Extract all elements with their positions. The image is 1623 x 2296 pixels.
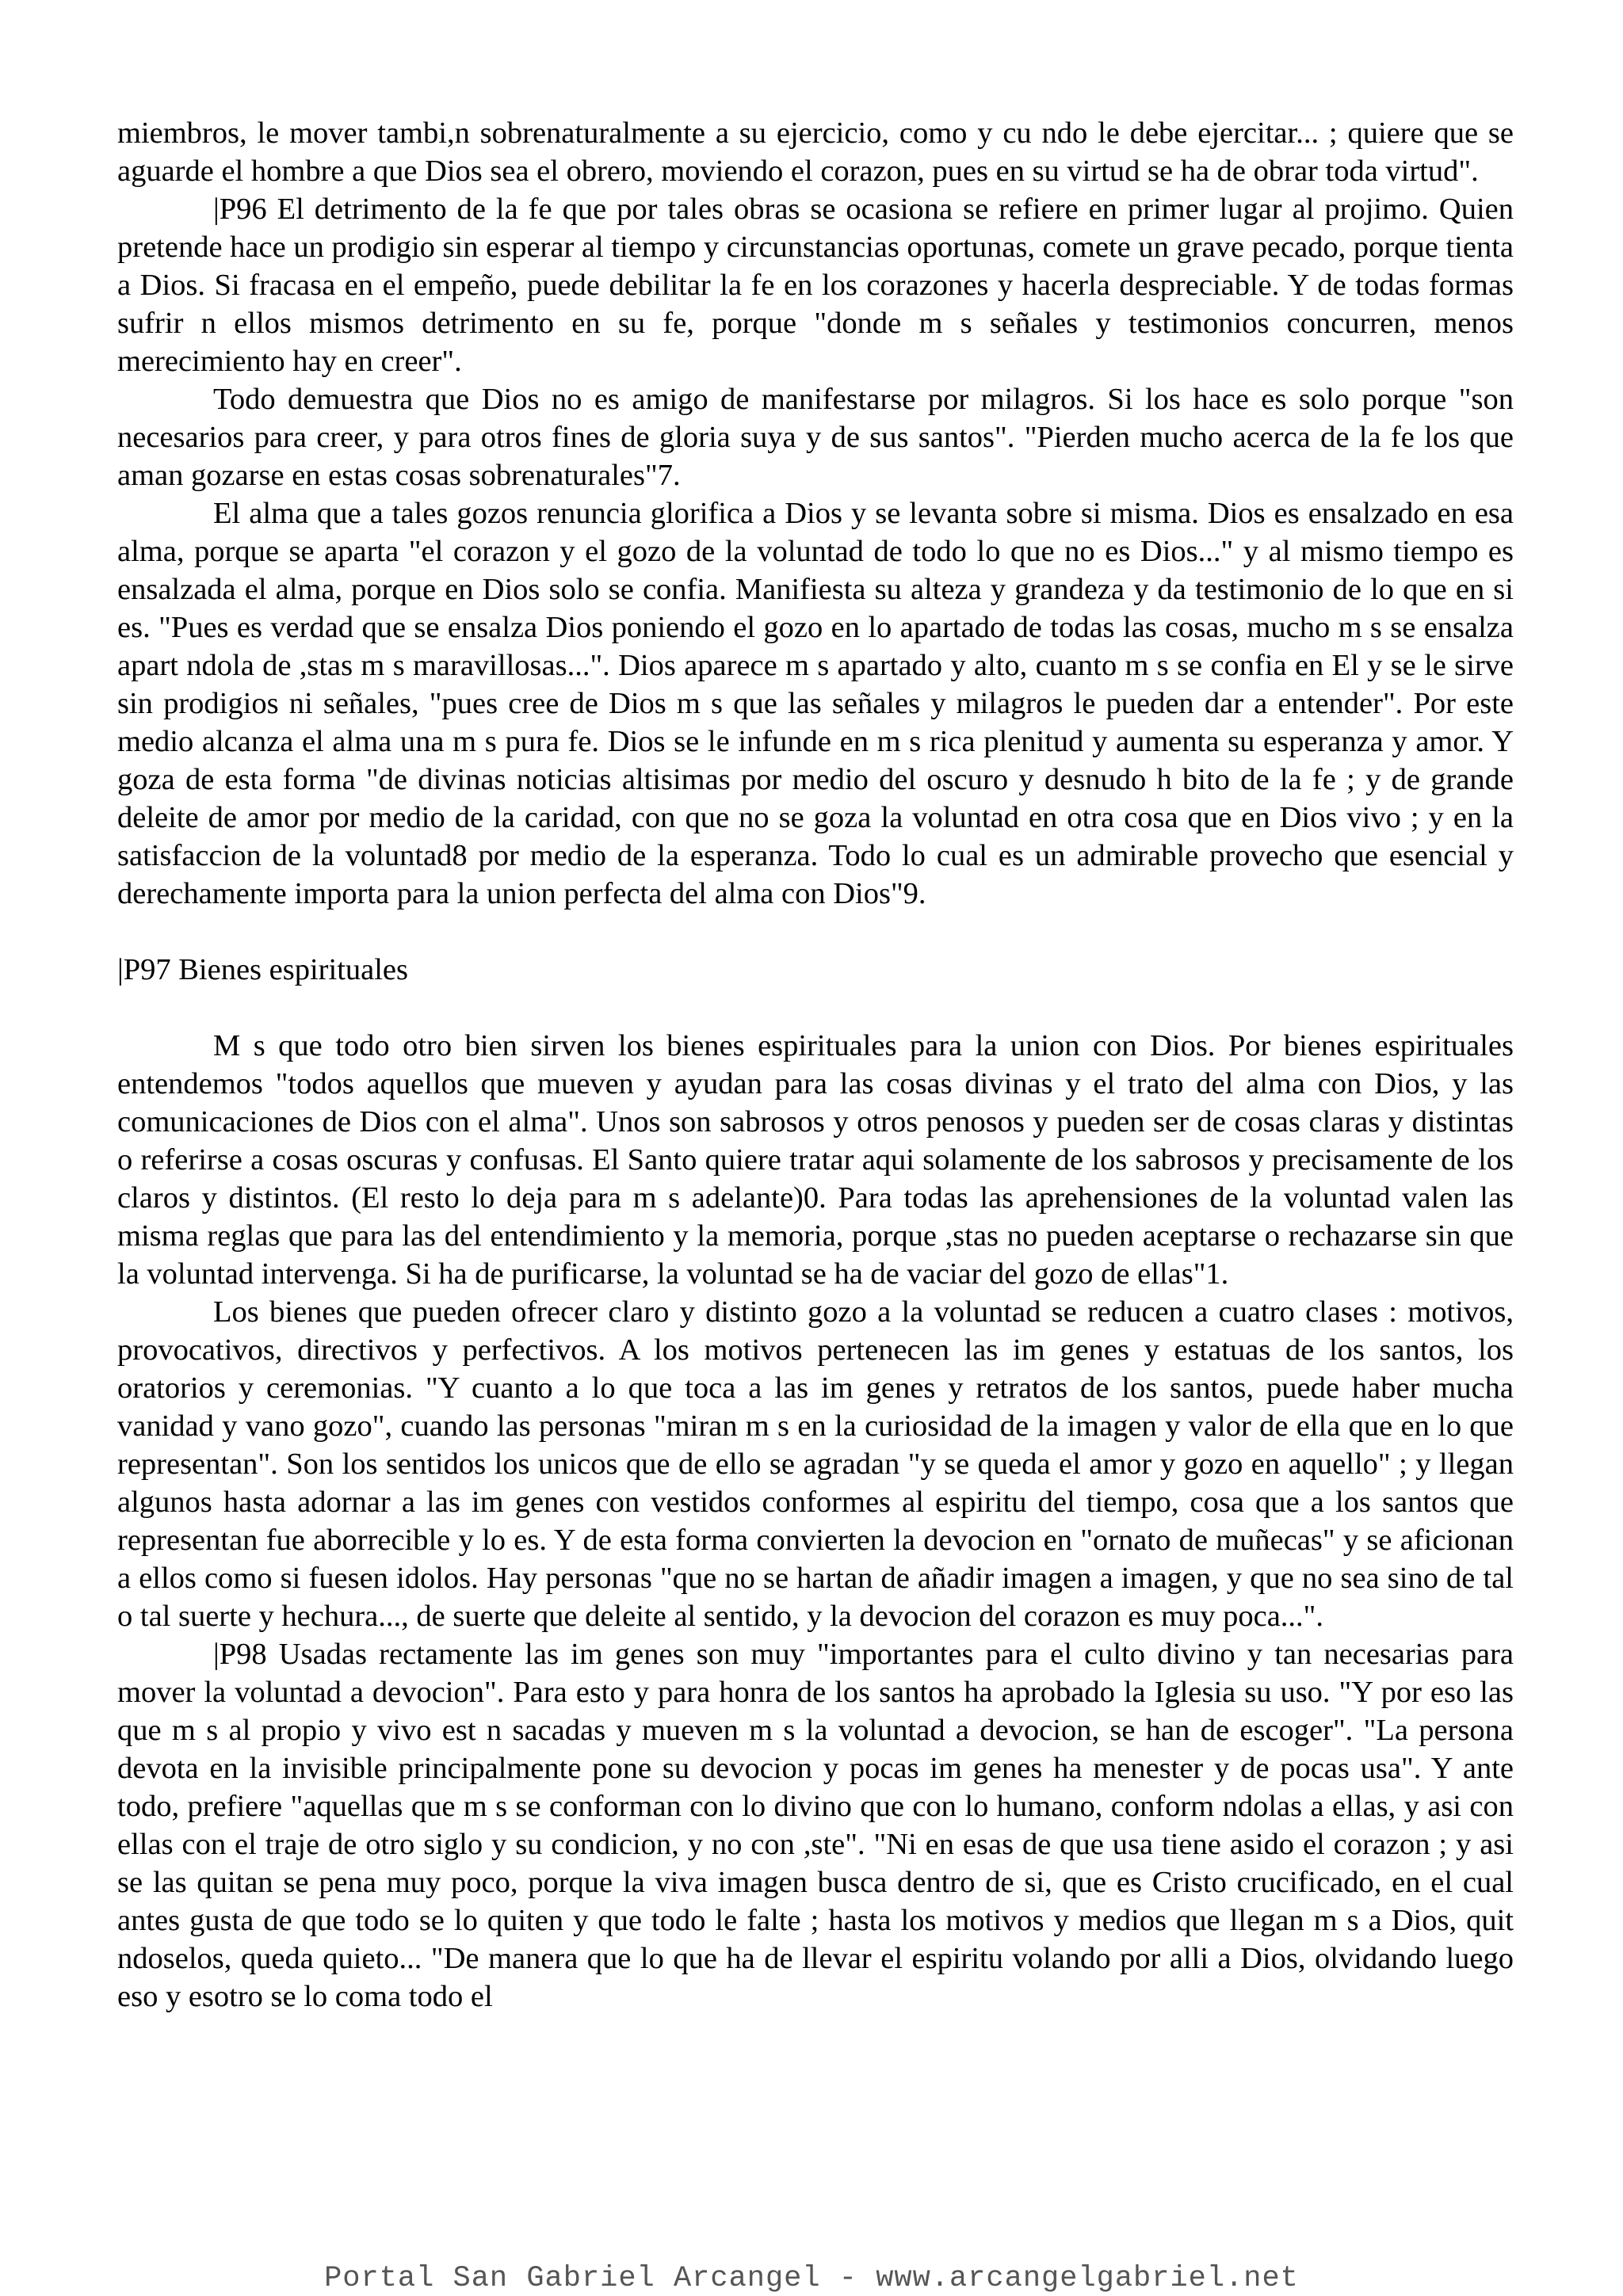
paragraph: El alma que a tales gozos renuncia glorifica a Dios y se levanta sobre si misma. Dios es ensalzado en esa alma, porque se aparta "el corazon y el gozo de la voluntad de todo lo que no es Dios..." y al mismo tiempo es ensalzada el alma, porque en Dios solo se confia. Manifiesta su alteza y grandeza y da testimonio de lo que en si es. "Pues es verdad que se ensalza Dios poniendo el gozo en lo apartado de todas las cosas, mucho m s se ensalza apart ndola de ,stas m s maravillosas...". Dios aparece m s apartado y alto, cuanto m s se confia en El y se le sirve sin prodigios ni señales, "pues cree de Dios m s que las señales y milagros le pueden dar a entender". Por este medio alcanza el alma una m s pura fe. Dios se le infunde en m s rica plenitud y aumenta su esperanza y amor. Y goza de esta forma "de divinas noticias altisimas por medio del oscuro y desnudo h bito de la fe ; y de grande deleite de amor por medio de la caridad, con que no se goza la voluntad en otra cosa que en Dios vivo ; y en la satisfaccion de la voluntad8 por medio de la esperanza. Todo lo cual es un admirable provecho que esencial y derechamente importa para la union perfecta del alma con Dios"9. — [117, 497, 1514, 910]
section-heading: |P97 Bienes espirituales — [117, 953, 408, 986]
paragraph: Todo demuestra que Dios no es amigo de manifestarse por milagros. Si los hace es solo porque "son necesarios para creer, y para otros fines de gloria suya y de sus santos". "Pierden mucho acerca de la fe los que aman gozarse en estas cosas sobrenaturales"7. — [117, 383, 1514, 492]
paragraph: miembros, le mover tambi,n sobrenaturalmente a su ejercicio, como y cu ndo le debe ejercitar... ; quiere que se aguarde el hombre a que Dios sea el obrero, moviendo el corazon, pues en su virtud se ha de obrar toda virtud". — [117, 116, 1514, 188]
paragraph-p98: |P98 Usadas rectamente las im genes son muy "importantes para el culto divino y tan necesarias para mover la voluntad a devocion". Para esto y para honra de los santos ha aprobado la Iglesia su uso. "Y por eso las que m s al propio y vivo est n sacadas y mueven m s la voluntad a devocion, se han de escoger". "La persona devota en la invisible principalmente pone su devocion y pocas im genes ha menester y de pocas usa". Y ante todo, prefiere "aquellas que m s se conforman con lo divino que con lo humano, conform ndolas a ellas, y asi con ellas con el traje de otro siglo y su condicion, y no con ,ste". "Ni en esas de que usa tiene asido el corazon ; y asi se las quitan se pena muy poco, porque la viva imagen busca dentro de si, que es Cristo crucificado, en el cual antes gusta de que todo se lo quiten y que todo le falte ; hasta los motivos y medios que llegan m s a Dios, quit ndoselos, queda quieto... "De manera que lo que ha de llevar el espiritu volando por alli a Dios, olvidando luego eso y esotro se lo coma todo el — [117, 1638, 1514, 2013]
paragraph: Los bienes que pueden ofrecer claro y distinto gozo a la voluntad se reducen a cuatro clases : motivos, provocativos, directivos y perfectivos. A los motivos pertenecen las im genes y estatuas de los santos, los oratorios y ceremonias. "Y cuanto a lo que toca a las im genes y retratos de los santos, puede haber mucha vanidad y vano gozo", cuando las personas "miran m s en la curiosidad de la imagen y valor de ella que en lo que representan". Son los sentidos los unicos que de ello se agradan "y se queda el amor y gozo en aquello" ; y llegan algunos hasta adornar a las im genes con vestidos conformes al espiritu del tiempo, cosa que a los santos que representan fue aborrecible y lo es. Y de esta forma convierten la devocion en "ornato de muñecas" y se aficionan a ellos como si fuesen idolos. Hay personas "que no se hartan de añadir imagen a imagen, y que no sea sino de tal o tal suerte y hechura..., de suerte que deleite al sentido, y la devocion del corazon es muy poca...". — [117, 1295, 1514, 1633]
page-footer: Portal San Gabriel Arcangel - www.arcangelgabriel.net — [324, 2262, 1299, 2295]
paragraph: M s que todo otro bien sirven los bienes espirituales para la union con Dios. Por bienes espirituales entendemos "todos aquellos que mueven y ayudan para las cosas divinas y el trato del alma con Dios, y las comunicaciones de Dios con el alma". Unos son sabrosos y otros penosos y pueden ser de cosas claras y distintas o referirse a cosas oscuras y confusas. El Santo quiere tratar aqui solamente de los sabrosos y precisamente de los claros y distintos. (El resto lo deja para m s adelante)0. Para todas las aprehensiones de la voluntad valen las misma reglas que para las del entendimiento y la memoria, porque ,stas no pueden aceptarse o rechazarse sin que la voluntad intervenga. Si ha de purificarse, la voluntad se ha de vaciar del gozo de ellas"1. — [117, 1029, 1514, 1291]
paragraph-p96: |P96 El detrimento de la fe que por tales obras se ocasiona se refiere en primer lugar al projimo. Quien pretende hace un prodigio sin esperar al tiempo y circunstancias oportunas, comete un grave pecado, porque tienta a Dios. Si fracasa en el empeño, puede debilitar la fe en los corazones y hacerla despreciable. Y de todas formas sufrir n ellos mismos detrimento en su fe, porque "donde m s señales y testimonios concurren, menos merecimiento hay en creer". — [117, 193, 1514, 378]
document-body — [117, 114, 1514, 2016]
